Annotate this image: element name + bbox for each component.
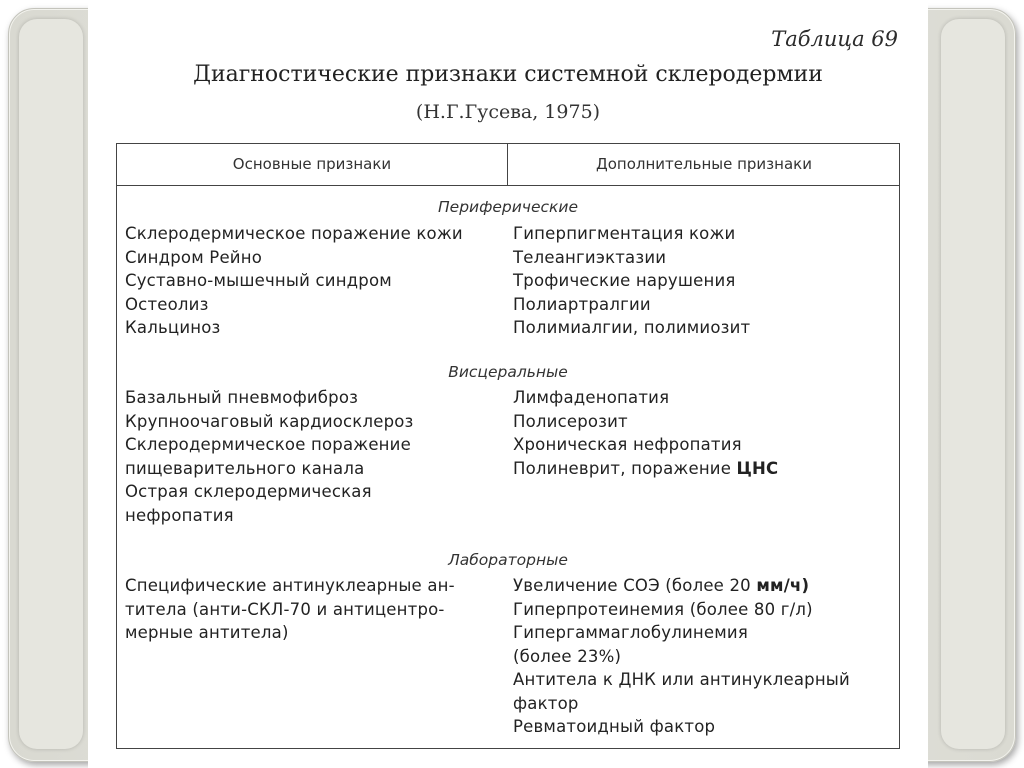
list-item: Склеродермическое поражение кожи [125,224,463,243]
list-item: Полимиалгии, полимиозит [513,318,751,337]
list-item: Ревматоидный фактор [513,717,716,736]
list-item: пищеварительного канала [125,458,365,478]
visceral-additional-list [513,386,893,480]
peripheral-additional-list [513,222,893,340]
page-title: Диагностические признаки системной склеродермии [193,62,823,87]
frame-right-panel [941,19,1005,749]
list-item: Синдром Рейно [125,247,263,267]
frame-left-panel [19,19,83,749]
section-title-visceral: Висцеральные [448,363,568,381]
list-item: (более 23%) [513,646,622,666]
section-title-laboratory: Лабораторные [448,551,568,569]
list-item: Полисерозит [513,411,628,431]
page-subtitle: (Н.Г.Гусева, 1975) [415,101,601,123]
laboratory-main-list [125,574,505,645]
header-additional: Дополнительные признаки [507,144,900,185]
list-item-text: Увеличение СОЭ (более 20 [513,576,757,595]
list-item: титела (анти-СКЛ-70 и антицентро- [125,599,445,619]
list-item: Крупноочаговый кардиосклероз [125,411,414,431]
list-item: Гиперпротеинемия (более 80 г/л) [513,599,813,619]
list-item: нефропатия [125,505,234,525]
list-item-first [513,574,893,598]
list-item: Базальный пневмофиброз [125,388,359,407]
list-item: Суставно-мышечный синдром [125,271,392,290]
list-item-last [513,457,893,481]
list-item: Антитела к ДНК или антинуклеарный [513,670,850,689]
section-title-peripheral: Периферические [438,198,578,216]
visceral-main-list [125,386,505,527]
list-item: Остеолиз [125,294,209,314]
list-item: фактор [513,693,579,713]
list-item-text: Полиневрит, поражение [513,458,737,478]
peripheral-main-list [125,222,505,340]
list-item: Трофические нарушения [513,271,736,290]
list-item-bold: ЦНС [736,458,779,478]
table-number: Таблица 69 [771,27,898,51]
list-item: мерные антитела) [125,623,289,642]
diagnostic-table [116,143,900,749]
list-item: Специфические антинуклеарные ан- [125,576,455,595]
list-item: Гипергаммаглобулинемия [513,623,748,642]
list-item: Лимфаденопатия [513,388,670,407]
table-header [117,144,899,186]
list-item: Гиперпигментация кожи [513,224,736,243]
document-page [88,0,928,768]
header-main: Основные признаки [232,155,392,173]
list-item: Полиартралгии [513,294,651,314]
list-item: Острая склеродермическая [125,482,372,501]
list-item: Телеангиэктазии [513,247,667,267]
list-item: Хроническая нефропатия [513,435,742,454]
list-item-bold: мм/ч) [756,576,810,595]
list-item: Кальциноз [125,318,221,337]
list-item: Склеродермическое поражение [125,435,411,454]
laboratory-additional-list [513,574,893,739]
